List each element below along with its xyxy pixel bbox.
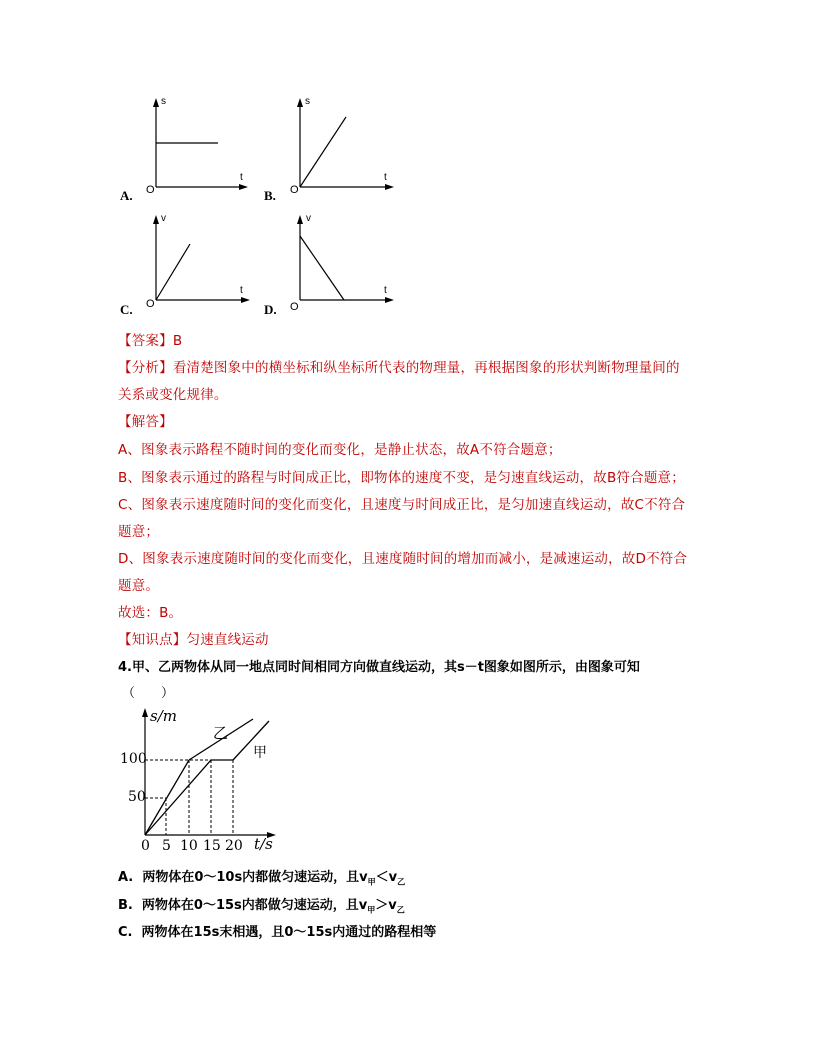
question4-paren: （ ） bbox=[122, 686, 175, 701]
solution-line-3: C、图象表示速度随时间的变化而变化，且速度与时间成正比，是匀加速直线运动，故C不符合 bbox=[118, 497, 686, 513]
analysis-line-2: 关系或变化规律。 bbox=[118, 387, 228, 403]
graph-d-ylabel: v bbox=[306, 213, 311, 224]
graph-c-label: C. bbox=[120, 302, 133, 317]
solution-line-2: B、图象表示通过的路程与时间成正比，即物体的速度不变，是匀速直线运动，故B符合题意； bbox=[118, 470, 685, 486]
answer-line bbox=[118, 329, 182, 349]
solution-line-6: 题意。 bbox=[118, 578, 160, 594]
option-b-label: B. bbox=[118, 898, 133, 913]
graph-b-xlabel: t bbox=[384, 172, 387, 183]
analysis-tag: 【分析】 bbox=[118, 360, 173, 376]
graph-d-label: D. bbox=[264, 302, 277, 317]
option-b-text: 两物体在0～15s内都做匀速运动，且v bbox=[141, 898, 368, 913]
graph-a bbox=[118, 95, 248, 207]
knowledge-tag: 【知识点】 bbox=[118, 632, 187, 648]
graph-c bbox=[118, 212, 250, 324]
graph-a-origin: O bbox=[146, 184, 155, 196]
option-a-text: 两物体在0～10s内都做匀速运动，且v bbox=[142, 870, 368, 885]
solution-line-5: D、图象表示速度随时间的变化而变化，且速度随时间的增加而减小，是减速运动，故D不符合 bbox=[118, 551, 688, 567]
graph-c-xlabel: t bbox=[240, 285, 243, 296]
answer-tag: 【答案】 bbox=[118, 333, 173, 349]
answer-value: B bbox=[172, 333, 183, 349]
graph-a-xlabel: t bbox=[240, 172, 243, 183]
graph-a-label: A. bbox=[120, 188, 133, 203]
graph-a-ylabel: s bbox=[161, 96, 166, 107]
chart-xlabel: t/s bbox=[254, 835, 273, 853]
graph-b-ylabel: s bbox=[305, 96, 310, 107]
chart-ytick-100: 100 bbox=[120, 751, 147, 767]
option-c-text: 两物体在15s末相遇，且0～15s内通过的路程相等 bbox=[141, 925, 437, 940]
graph-a-svg bbox=[118, 95, 248, 207]
graph-d-origin: O bbox=[290, 301, 299, 313]
question4-stem: 4.甲、乙两物体从同一地点同时间相同方向做直线运动，其s－t图象如图所示，由图象可知 bbox=[118, 660, 640, 675]
option-c[interactable] bbox=[118, 921, 436, 940]
knowledge-value: 匀速直线运动 bbox=[186, 632, 269, 648]
graph-c-origin: O bbox=[146, 298, 155, 310]
option-a-sub2: 乙 bbox=[397, 877, 406, 887]
option-b-sub1: 甲 bbox=[367, 905, 376, 915]
option-b-sub2: 乙 bbox=[396, 905, 405, 915]
graph-b bbox=[262, 95, 394, 207]
solution-line-7: 故选：B。 bbox=[118, 605, 183, 621]
option-a-sub1: 甲 bbox=[367, 877, 376, 887]
graph-d bbox=[262, 212, 394, 324]
option-a-label: A. bbox=[118, 870, 134, 885]
chart-ytick-50: 50 bbox=[128, 789, 146, 805]
option-b[interactable] bbox=[118, 894, 405, 916]
solution-line-1: A、图象表示路程不随时间的变化而变化，是静止状态，故A不符合题意； bbox=[118, 442, 562, 458]
graph-d-xlabel: t bbox=[384, 285, 387, 296]
knowledge-line bbox=[118, 628, 269, 648]
option-a[interactable] bbox=[118, 866, 405, 888]
graph-b-origin: O bbox=[290, 184, 299, 196]
chart-xtick-5: 5 bbox=[162, 838, 171, 854]
option-b-mid: ＞v bbox=[375, 898, 397, 913]
chart-xtick-20: 20 bbox=[225, 838, 243, 854]
solution-line-4: 题意； bbox=[118, 524, 160, 540]
graph-c-ylabel: v bbox=[161, 213, 166, 224]
solution-tag: 【解答】 bbox=[118, 414, 173, 430]
graph-c-svg bbox=[118, 212, 250, 324]
analysis-line-1 bbox=[118, 356, 680, 376]
analysis-text-1: 看清楚图象中的横坐标和纵坐标所代表的物理量，再根据图象的形状判断物理量间的 bbox=[172, 360, 680, 376]
option-c-label: C. bbox=[118, 925, 133, 940]
chart-series-jia-label: 甲 bbox=[253, 745, 267, 761]
graph-b-label: B. bbox=[264, 188, 276, 203]
graph-b-svg bbox=[262, 95, 394, 207]
chart-xtick-0: 0 bbox=[141, 838, 150, 854]
chart-xtick-15: 15 bbox=[203, 838, 221, 854]
chart-ylabel: s/m bbox=[150, 707, 177, 725]
chart-xtick-10: 10 bbox=[180, 838, 198, 854]
option-a-mid: ＜v bbox=[375, 870, 398, 885]
chart-series-yi-label: 乙 bbox=[213, 724, 229, 742]
graph-d-svg bbox=[262, 212, 394, 324]
